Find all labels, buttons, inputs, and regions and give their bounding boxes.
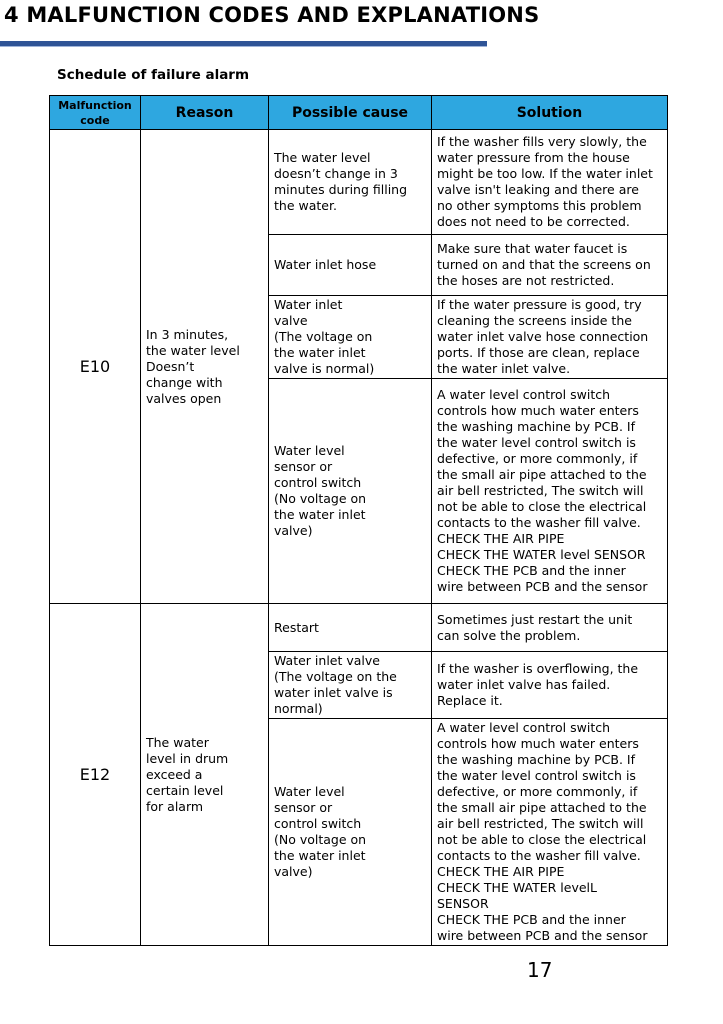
column-header-solution: Solution (432, 96, 668, 130)
possible-cause: Restart (269, 604, 432, 652)
table-row (50, 604, 668, 652)
possible-cause: Water level sensor or control switch (No voltage on the water inlet valve) (269, 719, 432, 946)
column-header-code: Malfunction code (50, 96, 141, 130)
solution: If the water pressure is good, try cleaning the screens inside the water inlet valve hose connection ports. If those are clean, replace the water inlet valve. (432, 296, 668, 379)
solution: If the washer is overflowing, the water inlet valve has failed. Replace it. (432, 652, 668, 719)
solution: Make sure that water faucet is turned on and that the screens on the hoses are not restricted. (432, 235, 668, 296)
solution: If the washer fills very slowly, the water pressure from the house might be too low. If the water inlet valve isn't leaking and there are no other symptoms this problem does not need to be corrected. (432, 130, 668, 235)
table-row (50, 130, 668, 235)
possible-cause: The water level doesn’t change in 3 minutes during filling the water. (269, 130, 432, 235)
fault-code-e10: E10 (50, 130, 141, 604)
fault-reason-e12: The water level in drum exceed a certain level for alarm (141, 604, 269, 946)
solution: Sometimes just restart the unit can solve the problem. (432, 604, 668, 652)
title-underline (0, 41, 487, 47)
possible-cause: Water inlet hose (269, 235, 432, 296)
table-caption: Schedule of failure alarm (57, 67, 250, 83)
possible-cause: Water inlet valve (The voltage on the water inlet valve is normal) (269, 652, 432, 719)
page-number: 17 (527, 958, 553, 982)
solution: A water level control switch controls how much water enters the washing machine by PCB. If the water level control switch is defective, or more commonly, if the small air pipe attached to the air bell restricted, The switch will not be able to close the electrical contacts to the washer fill valve. CHECK THE AIR PIPE CHECK THE WATER levelL SENSOR CHECK THE PCB and the inner wire between PCB and the sensor (432, 719, 668, 946)
column-header-reason: Reason (141, 96, 269, 130)
possible-cause: Water inlet valve (The voltage on the water inlet valve is normal) (269, 296, 432, 379)
possible-cause: Water level sensor or control switch (No voltage on the water inlet valve) (269, 379, 432, 604)
column-header-cause: Possible cause (269, 96, 432, 130)
fault-code-e12: E12 (50, 604, 141, 946)
fault-reason-e10: In 3 minutes, the water level Doesn’t change with valves open (141, 130, 269, 604)
table-header-row (50, 96, 668, 130)
page-title: 4 MALFUNCTION CODES AND EXPLANATIONS (4, 3, 540, 27)
solution: A water level control switch controls how much water enters the washing machine by PCB. If the water level control switch is defective, or more commonly, if the small air pipe attached to the air bell restricted, The switch will not be able to close the electrical contacts to the washer fill valve. CHECK THE AIR PIPE CHECK THE WATER level SENSOR CHECK THE PCB and the inner wire between PCB and the sensor (432, 379, 668, 604)
malfunction-table (49, 95, 668, 946)
